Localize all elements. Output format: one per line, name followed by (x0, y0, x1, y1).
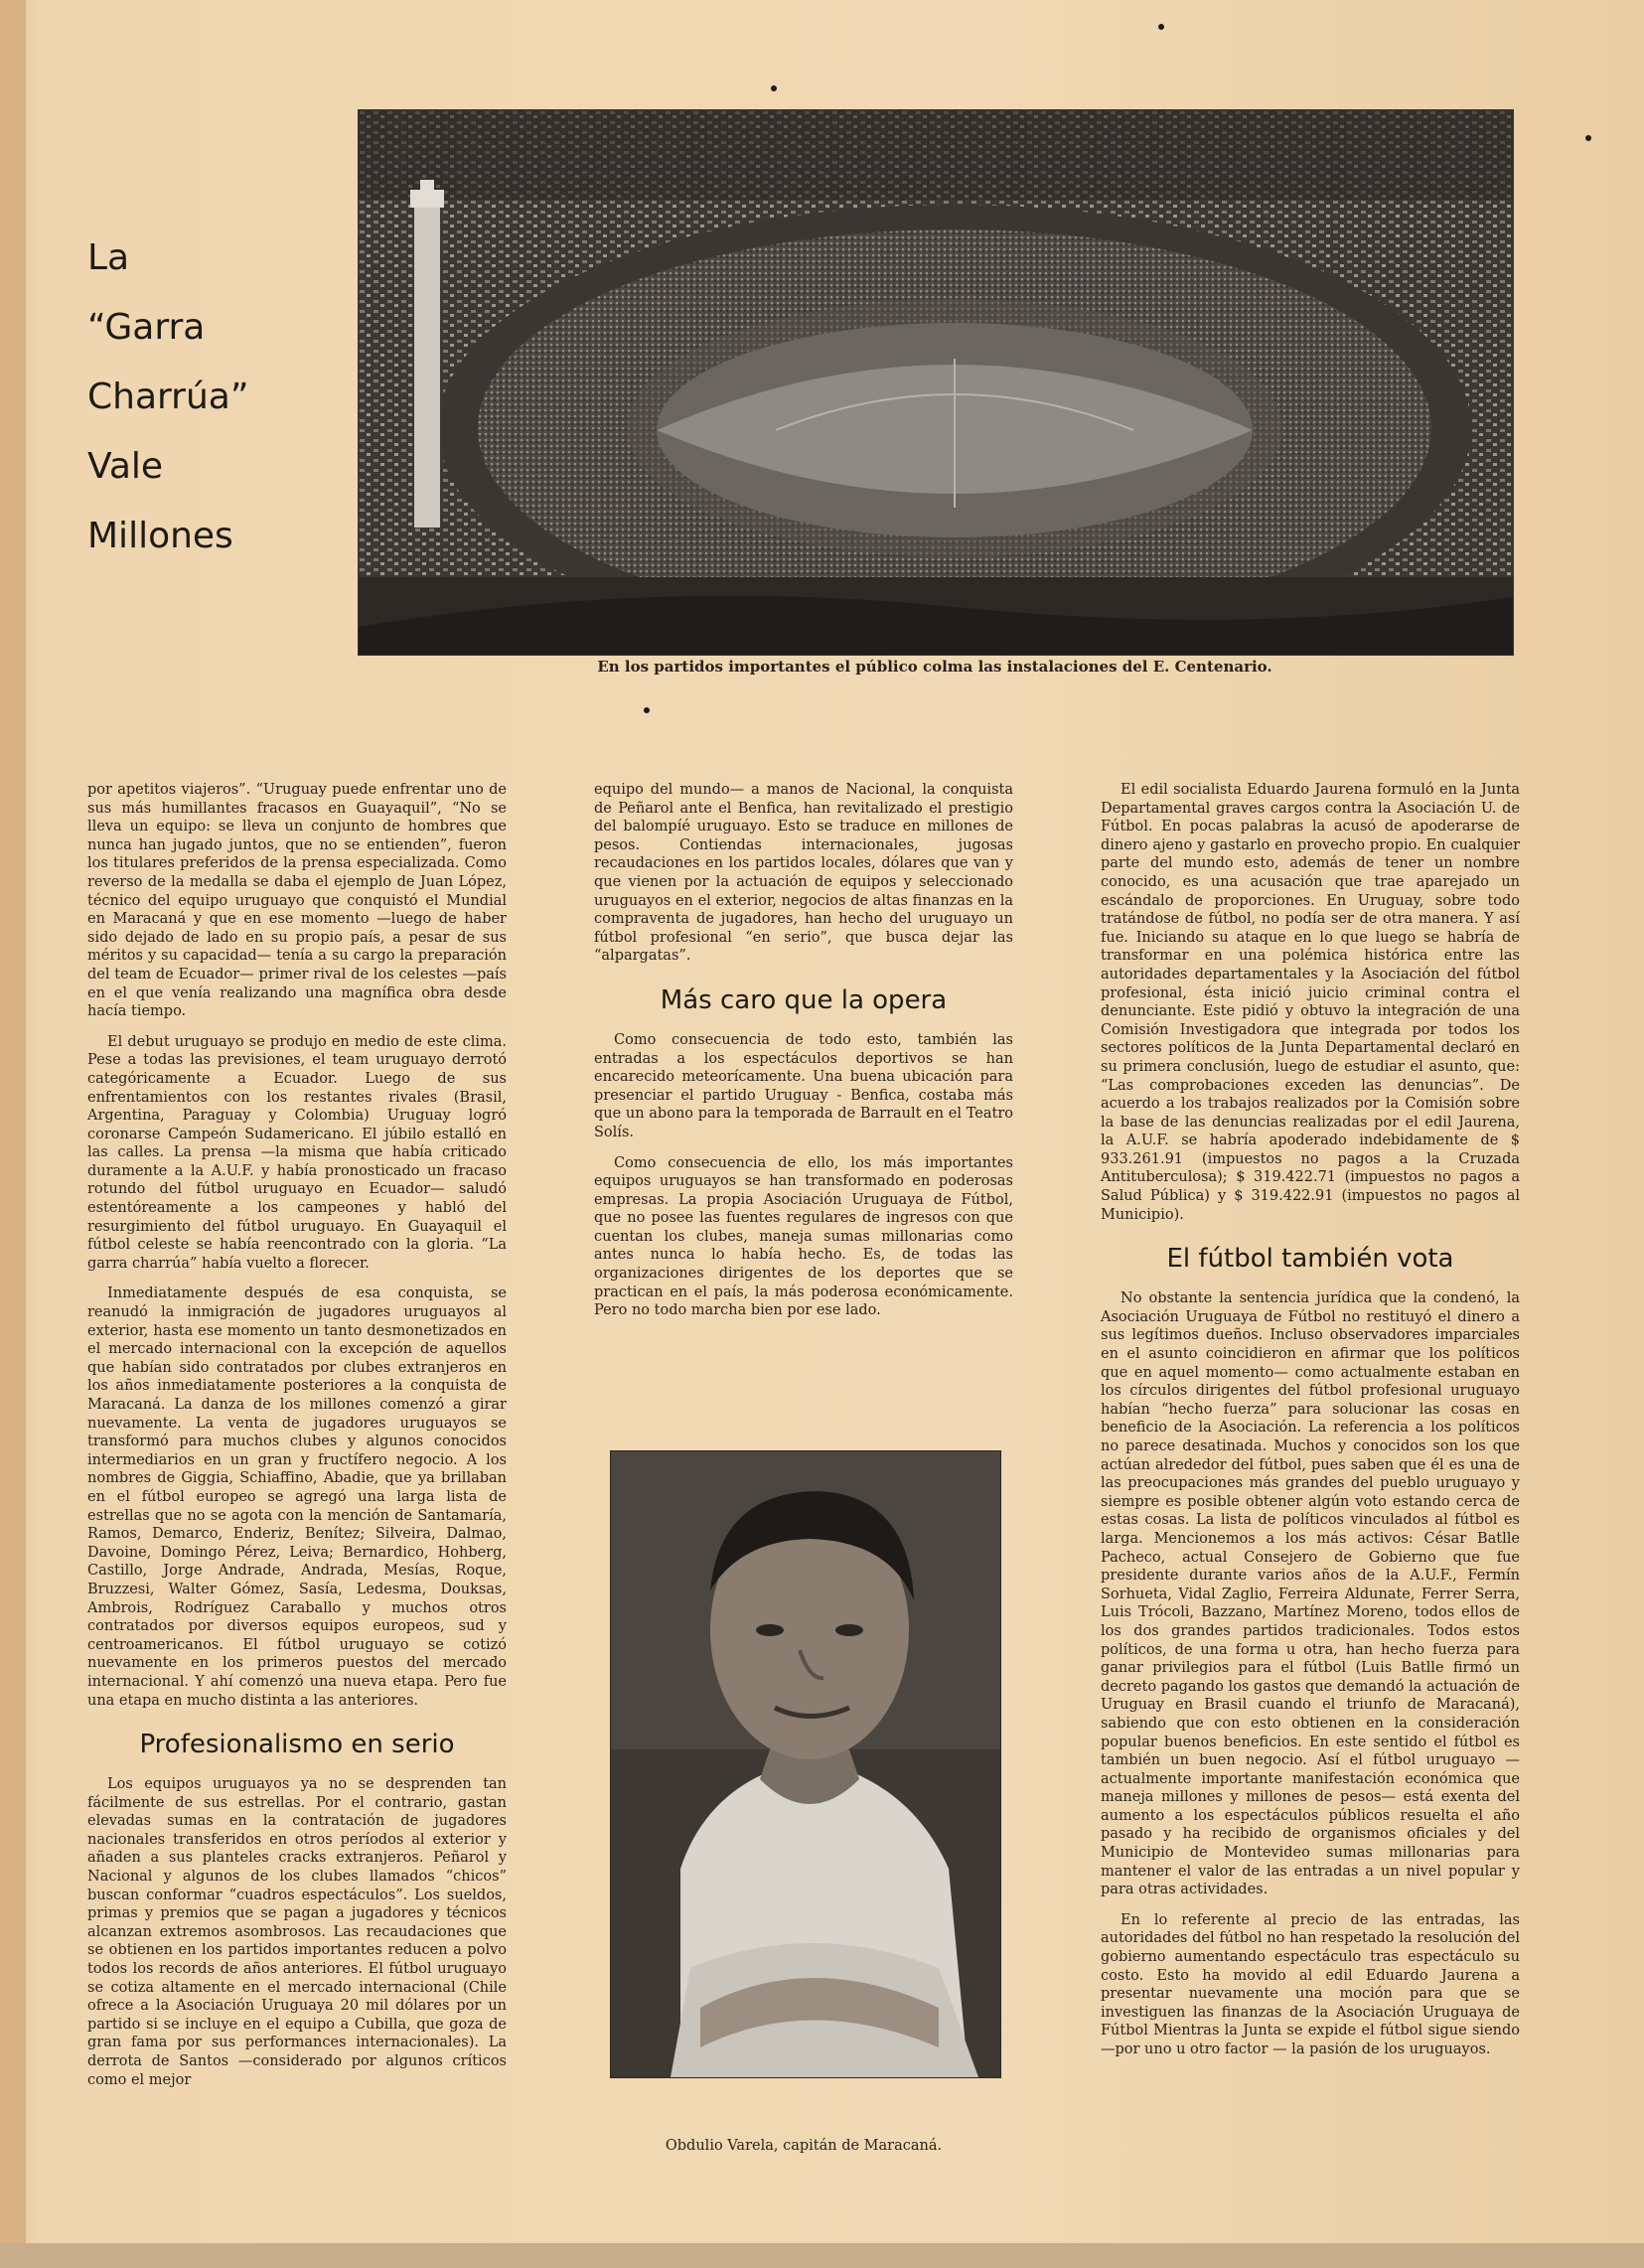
article-paragraph: El edil socialista Eduardo Jaurena formuló en la Junta Departamental graves cargos contra la Asociación U. de Fútbol. En pocas palabras la acusó de apoderarse de dinero ajeno y gastarlo en provecho propio. En cualquier parte del mundo esto, además de tener un nombre conocido, es una acusación que trae aparejado un escándalo de proporciones. En Uruguay, sobre todo tratándose de fútbol, no podía ser de otra manera. Y así fue. Iniciando su ataque en lo que luego se habría de transformar en una polémica histórica entre las autoridades departamentales y la Asociación del fútbol profesional, ésta inició juicio criminal contra el denunciante. Este pidió y obtuvo la integración de una Comisión Investigadora que integrada por todos los sectores políticos de la Junta Departamental declaró en su primera conclusión, luego de estudiar el asunto, que: “Las comprobaciones exceden las denuncias”. De acuerdo a los trabajos realizados por la Comisión sobre la base de las denuncias realizadas por el edil Jaurena, la A.U.F. se habría apoderado indebidamente de $ 933.261.91 (impuestos no pagos a la Cruzada Antituberculosa); $ 319.422.71 (impuestos no pagos a Salud Pública) y $ 319.422.91 (impuestos no pagos al Municipio). (1101, 782, 1520, 1223)
portrait-caption: Obdulio Varela, capitán de Maracaná. (665, 2138, 943, 2154)
article-paragraph: Inmediatamente después de esa conquista, se reanudó la inmigración de jugadores uruguayos al exterior, hasta ese momento un tanto desmonetizados en el mercado internacional con la excepción de aquellos que habían sido contratados por clubes extranjeros en los años inmediatamente posteriores a la conquista de Maracaná. La danza de los millones comenzó a girar nuevamente. La venta de jugadores uruguayos se transformó para muchos clubes y algunos conocidos intermediarios en un gran y fructífero negocio. A los nombres de Giggia, Schiaffino, Abadie, que ya brillaban en el fútbol europeo se agregó una larga lista de estrellas que no se agota con la mención de Santamaría, Ramos, Demarco, Enderiz, Benítez; Silveira, Dalmao, Davoine, Domingo Pérez, Leiva; Bernardico, Hohberg, Castillo, Jorge Andrade, Andrada, Mesías, Roque, Bruzzesi, Walter Gómez, Sasía, Ledesma, Douksas, Ambrois, Rodríguez Caraballo y muchos otros contratados por diversos equipos europeos, sud y centroamericanos. El fútbol uruguayo se cotizó nuevamente en los primeros puestos del mercado internacional. Y ahí comenzó una nueva etapa. Pero fue una etapa en mucho distinta a las anteriores. (87, 1285, 507, 1709)
print-speck (644, 707, 650, 713)
stadium-photo (358, 109, 1514, 656)
article-paragraph: Como consecuencia de ello, los más importantes equipos uruguayos se han transformado en poderosas empresas. La propia Asociación Uruguaya de Fútbol, que no posee las fuentes regulares de ingresos con que cuentan los clubes, maneja sumas millonarias como antes nunca lo había hecho. Es, de todas las organizaciones dirigentes de los deportes que se practican en el país, la más poderosa económicamente. Pero no todo marcha bien por ese lado. (594, 1154, 1013, 1319)
headline-line: Vale (87, 446, 164, 487)
article-column-3 (1101, 781, 1520, 2071)
article-paragraph: Como consecuencia de todo esto, también las entradas a los espectáculos deportivos se han encarecido meteorícamente. Una buena ubicación para presenciar el partido Uruguay - Benfica, costaba más que un abono para la temporada de Barrault en el Teatro Solís. (594, 1031, 1013, 1140)
section-heading: Más caro que la opera (660, 984, 948, 1015)
headline-line: Millones (87, 516, 233, 556)
print-speck (771, 85, 777, 91)
headline-line: La (87, 237, 130, 278)
article-paragraph: No obstante la sentencia jurídica que la condenó, la Asociación Uruguaya de Fútbol no restituyó el dinero a sus legítimos dueños. Incluso observadores imparciales en el asunto coincidieron en afirmar que los políticos que en aquel momento— como actualmente estaban en los círculos dirigentes del fútbol profesional uruguayo habían “hecho fuerza” para solucionar las cosas en beneficio de la Asociación. La referencia a los políticos no parece desatinada. Muchos y conocidos son los que actúan alrededor del fútbol, pues saben que él es una de las preocupaciones más grandes del pueblo uruguayo y siempre es posible obtener algún voto estando cerca de estas cosas. La lista de políticos vinculados al fútbol es larga. Mencionemos a los más activos: César Batlle Pacheco, actual Consejero de Gobierno que fue presidente durante varios años de la A.U.F., Fermín Sorhueta, Vidal Zaglio, Ferreira Aldunate, Ferrer Serra, Luis Trócoli, Bazzano, Martínez Moreno, todos ellos de los dos grandes partidos tradicionales. Todos estos políticos, de una forma u otra, han hecho fuerza para ganar privilegios para el fútbol (Luis Batlle firmó un decreto pagando los gastos que demandó la actuación de Uruguay en Brasil cuando el triunfo de Maracaná), sabiendo que con esto obtienen en la consideración popular buenos beneficios. En este sentido el fútbol es también un buen negocio. Así el fútbol uruguayo —actualmente importante manifestación económica que maneja millones y millones de pesos— está exenta del aumento a los espectáculos públicos resuelta el año pasado y ha recibido de organismos oficiales y del Municipio de Montevideo sumas millonarias para mantener el valor de las entradas a un nivel popular y para otras actividades. (1101, 1290, 1520, 1898)
article-headline (87, 224, 346, 571)
section-heading: El fútbol también vota (1166, 1244, 1454, 1275)
print-speck (1585, 135, 1591, 141)
article-paragraph: En lo referente al precio de las entradas, las autoridades del fútbol no han respetado la resolución del gobierno aumentando espectáculo tras espectáculo su costo. Esto ha movido al edil Eduardo Jaurena a presentar nuevamente una moción para que se investiguen las finanzas de la Asociación Uruguaya de Fútbol Mientras la Junta se expide el fútbol sigue siendo —por uno u otro factor — la pasión de los uruguayos. (1101, 1911, 1520, 2057)
portrait-illustration (611, 1451, 1000, 2077)
headline-line: “Garra (87, 307, 206, 348)
print-speck (1158, 24, 1164, 30)
headline-line: Charrúa” (87, 377, 249, 417)
article-paragraph: por apetitos viajeros”. “Uruguay puede enfrentar uno de sus más humillantes fracasos en Guayaquil”, “No se lleva un equipo: se lleva un conjunto de hombres que nunca han jugado juntos, que no se entienden”, fueron los titulares preferidos de la prensa especializada. Como reverso de la medalla se daba el ejemplo de Juan López, técnico del equipo uruguayo que conquistó el Mundial en Maracaná y que en ese momento —luego de haber sido dejado de lado en su propio país, a pesar de sus méritos y su capacidad— tenía a su cargo la preparación del team de Ecuador— primer rival de los celestes —país en el que venía realizando una magnífica obra desde hacía tiempo. (87, 782, 507, 1020)
page-bottom-edge (0, 2243, 1644, 2268)
article-paragraph: equipo del mundo— a manos de Nacional, la conquista de Peñarol ante el Benfica, han revitalizado el prestigio del balompíé uruguayo. Esto se traduce en millones de pesos. Contiendas internacionales, jugosas recaudaciones en los partidos locales, dólares que van y que vienen por la actuación de equipos y seleccionado uruguayos en el exterior, negocios de altas finanzas en la compraventa de jugadores, han hecho del uruguayo un fútbol profesional “en serio”, que busca dejar las “alpargatas”. (594, 782, 1013, 965)
article-paragraph: El debut uruguayo se produjo en medio de este clima. Pese a todas las previsiones, el team uruguayo derrotó categóricamente a Ecuador. Luego de sus enfrentamientos con los restantes rivales (Brasil, Argentina, Paraguay y Colombia) Uruguay logró coronarse Campeón Sudamericano. El júbilo estalló en las calles. La prensa —la misma que había criticado duramente a la A.U.F. y había pronosticado un fracaso rotundo del fútbol uruguayo en Ecuador— saludó estentóreamente a los campeones y habló del resurgimiento del fútbol uruguayo. En Guayaquil el fútbol celeste se había reencontrado con la gloria. “La garra charrúa” había vuelto a florecer. (87, 1033, 507, 1272)
page-fold-shadow (0, 0, 26, 2268)
player-portrait-photo (610, 1450, 1001, 2078)
stadium-photo-caption: En los partidos importantes el público colma las instalaciones del E. Centenario. (597, 658, 1272, 676)
section-heading: Profesionalismo en serio (139, 1730, 455, 1760)
stadium-illustration (359, 110, 1513, 655)
article-paragraph: Los equipos uruguayos ya no se desprenden tan fácilmente de sus estrellas. Por el contrario, gastan elevadas sumas en la contratación de jugadores nacionales transferidos en otros períodos al exterior y añaden a sus planteles cracks extranjeros. Peñarol y Nacional y algunos de los clubes llamados “chicos” buscan conformar “cuadros espectáculos”. Los sueldos, primas y premios que se pagan a jugadores y técnicos alcanzan extremos asombrosos. Las recaudaciones que se obtienen en los partidos importantes reducen a polvo todos los records de años anteriores. El fútbol uruguayo se cotiza altamente en el mercado internacional (Chile ofrece a la Asociación Uruguaya 20 mil dólares por un partido si se incluye en el equipo a Cubilla, que goza de gran fama por sus performances internacionales). La derrota de Santos —considerado por algunos críticos como el mejor (87, 1776, 507, 2088)
article-column-1 (87, 781, 507, 2101)
article-column-2 (594, 781, 1013, 1332)
